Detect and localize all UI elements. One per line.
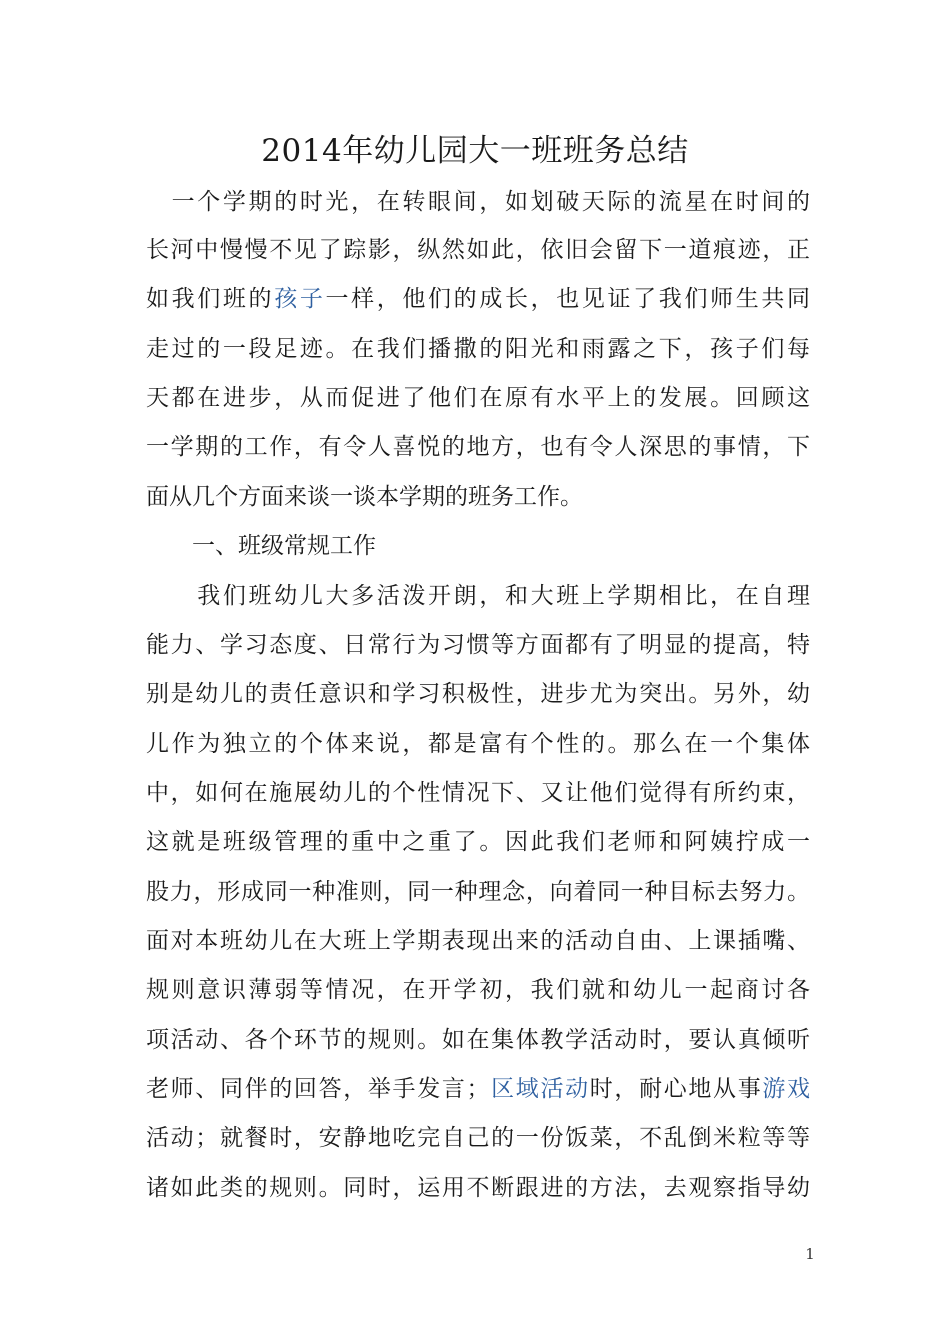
paragraph-line: 儿作为独立的个体来说，都是富有个性的。那么在一个集体 bbox=[146, 731, 810, 757]
paragraph-line: 规则意识薄弱等情况，在开学初，我们就和幼儿一起商讨各 bbox=[146, 977, 810, 1003]
paragraph-line: 我们班幼儿大多活泼开朗，和大班上学期相比，在自理 bbox=[146, 583, 810, 609]
line-text: 一样，他们的成长，也见证了我们师生共同 bbox=[325, 286, 811, 312]
paragraph-line: 别是幼儿的责任意识和学习积极性，进步尤为突出。另外，幼 bbox=[146, 681, 810, 707]
section-heading: 一、班级常规工作 bbox=[146, 533, 376, 559]
paragraph-line: 天都在进步，从而促进了他们在原有水平上的发展。回顾这 bbox=[146, 385, 810, 411]
paragraph-line: 这就是班级管理的重中之重了。因此我们老师和阿姨拧成一 bbox=[146, 829, 810, 855]
paragraph-line: 面从几个方面来谈一谈本学期的班务工作。 bbox=[146, 484, 583, 510]
paragraph-line: 长河中慢慢不见了踪影，纵然如此，依旧会留下一道痕迹，正 bbox=[146, 237, 810, 263]
line-text: 老师、同伴的回答，举手发言； bbox=[146, 1076, 490, 1102]
paragraph-line: 一个学期的时光，在转眼间，如划破天际的流星在时间的 bbox=[146, 189, 810, 215]
paragraph-line: 项活动、各个环节的规则。如在集体教学活动时，要认真倾听 bbox=[146, 1027, 810, 1053]
children-link[interactable]: 孩子 bbox=[274, 286, 326, 312]
paragraph-line bbox=[146, 284, 810, 314]
paragraph-line: 面对本班幼儿在大班上学期表现出来的活动自由、上课插嘴、 bbox=[146, 928, 810, 954]
page-number: 1 bbox=[805, 1245, 815, 1263]
line-text: 时，耐心地从事 bbox=[589, 1076, 763, 1102]
game-link[interactable]: 游戏 bbox=[762, 1076, 811, 1102]
line-text: 如我们班的 bbox=[146, 286, 275, 312]
document-title: 2014年幼儿园大一班班务总结 bbox=[261, 133, 689, 169]
paragraph-line: 走过的一段足迹。在我们播撒的阳光和雨露之下，孩子们每 bbox=[146, 336, 810, 362]
paragraph-line: 股力，形成同一种准则，同一种理念，向着同一种目标去努力。 bbox=[146, 879, 810, 905]
paragraph-line: 诸如此类的规则。同时，运用不断跟进的方法，去观察指导幼 bbox=[146, 1175, 810, 1201]
paragraph-line: 一学期的工作，有令人喜悦的地方，也有令人深思的事情，下 bbox=[146, 434, 810, 460]
paragraph-line: 中，如何在施展幼儿的个性情况下、又让他们觉得有所约束， bbox=[146, 780, 810, 806]
area-activity-link[interactable]: 区域活动 bbox=[489, 1076, 590, 1102]
paragraph-line: 活动；就餐时，安静地吃完自己的一份饭菜，不乱倒米粒等等 bbox=[146, 1125, 810, 1151]
paragraph-line: 能力、学习态度、日常行为习惯等方面都有了明显的提高，特 bbox=[146, 632, 810, 658]
paragraph-line bbox=[146, 1074, 810, 1104]
